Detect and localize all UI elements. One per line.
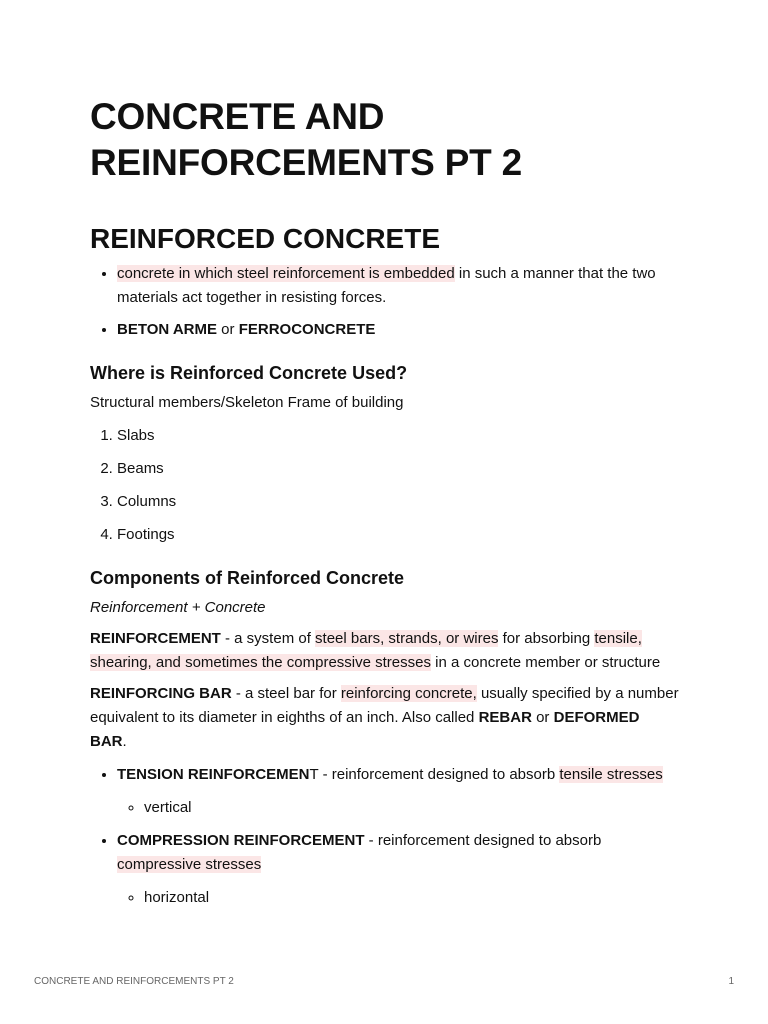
list-item: • COMPRESSION REINFORCEMENT - reinforcement designed to absorb compressive stresses ◦ horizontal	[117, 829, 680, 910]
list-item: • TENSION REINFORCEMENT - reinforcement designed to absorb tensile stresses ◦ vertical	[117, 763, 680, 820]
reinforcement-paragraph: REINFORCEMENT - a system of steel bars, strands, or wires for absorbing tensile, shearing, and sometimes the compressive stresses in a concrete member or structure	[90, 630, 661, 671]
list-item: 1. Slabs	[117, 424, 680, 448]
section-heading-components: Components of Reinforced Concrete	[90, 568, 405, 588]
numbered-list	[90, 424, 680, 547]
document-page	[90, 94, 680, 910]
highlight-text: concrete in which steel reinforcement is embedded	[117, 265, 455, 282]
sub-list-item: ◦ horizontal	[144, 886, 680, 910]
section-subtitle: Reinforcement + Concrete	[90, 599, 266, 616]
section-heading-where-used: Where is Reinforced Concrete Used?	[90, 363, 408, 383]
list-item: 3. Columns	[117, 490, 680, 514]
section-heading-reinforced-concrete: REINFORCED CONCRETE	[90, 223, 441, 254]
page-number: 1	[728, 976, 734, 987]
page-title: CONCRETE AND REINFORCEMENTS PT 2	[90, 96, 523, 183]
section-intro: Structural members/Skeleton Frame of building	[90, 394, 404, 411]
list-item: 2. Beams	[117, 457, 680, 481]
list-item: • BETON ARME or FERROCONCRETE	[117, 318, 680, 342]
sub-list	[117, 886, 680, 910]
sub-list-item: ◦ vertical	[144, 796, 680, 820]
reinforcing-bar-paragraph: REINFORCING BAR - a steel bar for reinforcing concrete, usually specified by a number equivalent to its diameter in eighths of an inch. Also called REBAR or DEFORMED BAR.	[90, 685, 679, 750]
sub-list	[117, 796, 680, 820]
definition-list	[90, 262, 680, 342]
list-item: • concrete in which steel reinforcement is embedded in such a manner that the two materials act together in resisting forces.	[117, 262, 680, 310]
reinforcement-types-list	[90, 763, 680, 910]
list-item: 4. Footings	[117, 523, 680, 547]
footer-title: CONCRETE AND REINFORCEMENTS PT 2	[34, 976, 234, 987]
